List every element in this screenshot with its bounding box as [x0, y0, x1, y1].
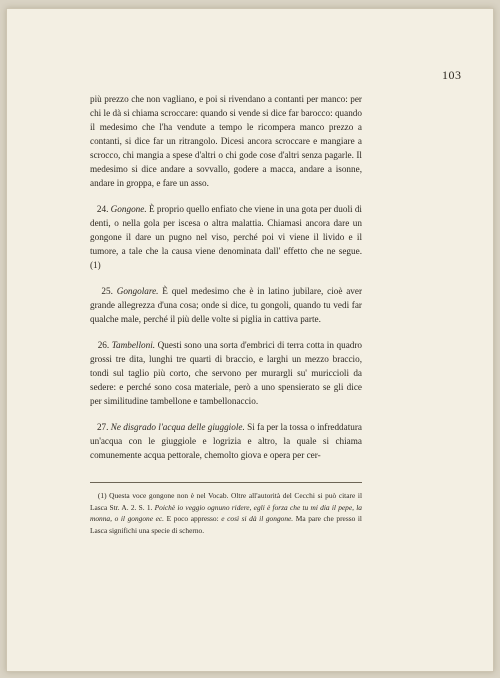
footnote-text-3: Ma pare che presso il Lasca significhi una specie di scherno. — [90, 514, 362, 535]
entry-number: 24. — [96, 204, 109, 214]
footnote-text-2: E poco appresso: — [166, 514, 219, 523]
paragraph-text: più prezzo che non vagliano, e poi si rivendano a contanti per manco: per chi le dà si chiama scroccare: quando si vende si dice far barocco: quando il medesimo che l'ha vendute a tempo le ricompera manco prezzo a contanti, si dice far un ritrangolo. Dicesi ancora scroccare e mangiare a scrocco, chi mangia a spese d'altri o chi gode cose d'altri senza pagarle. Il medesimo si dice andare a sovvallo, godere a macca, andare a isonne, andare in groppa, e fare un asso. — [90, 94, 362, 188]
entry-27 — [90, 420, 362, 462]
footnote-divider — [90, 482, 362, 483]
entry-text: Si fa per la tossa o infreddatura un'acqua con le giuggiole e logrizia e altro, la quale si chiama comunemente acqua pettorale, chemolto giova e opera per cer- — [90, 422, 363, 460]
entry-number: 25. — [101, 286, 113, 296]
entry-number: 26. — [97, 340, 110, 350]
entry-headword: Gongone. — [110, 204, 147, 214]
entry-text: È quel medesimo che è in latino jubilare, cioè aver grande allegrezza d'una cosa; onde si dice, tu gongoli, quando tu vedi far qualche male, perché il più delle volte si piglia in cattiva parte. — [90, 286, 363, 324]
paragraph-continuation — [90, 92, 362, 190]
book-page — [6, 8, 494, 672]
entry-25 — [90, 284, 362, 326]
entry-text: È proprio quello enfiato che viene in una gota per duoli di denti, o nella gola per iscesa o altra malattia. Chiamasi ancora dare un gongone il dare un pugno nel viso, perché poi vi viene il livido e il tumore, a tale che la causa viene denominata dall' effetto che ne segue. (1) — [90, 204, 362, 270]
entry-headword: Gongolare. — [116, 286, 159, 296]
footnote — [90, 490, 362, 536]
entry-number: 27. — [96, 422, 109, 432]
entry-text: Questi sono una sorta d'embrici di terra cotta in quadro grossi tre dita, lunghi tre quarti di braccio, e larghi un mezzo braccio, tondi sul taglio più corto, che servono per murargli su' muriccioli da sedere: e perché sono cosa materiale, però a uno spensierato se gli dice per similitudine tambellone e tambellonaccio. — [90, 340, 363, 406]
footnote-text-1: (1) Questa voce gongone non è nel Vocab. Oltre all'autorità del Cecchi si può citare il Lasca Str. A. 2. S. 1. — [90, 491, 363, 512]
footnote-quote-1: Poichè io veggio ognuno ridere, egli è forza che tu mi dia il pepe, la monna, o il gongone ec. — [90, 502, 362, 523]
entry-26 — [90, 338, 362, 408]
entry-headword: Tambelloni. — [111, 340, 156, 350]
entry-headword: Ne disgrado l'acqua delle giuggiole. — [110, 422, 245, 432]
entry-24 — [90, 202, 362, 272]
page-number: 103 — [442, 68, 462, 82]
main-text — [90, 92, 362, 474]
footnote-quote-2: e così si dà il gongone. — [221, 514, 294, 523]
